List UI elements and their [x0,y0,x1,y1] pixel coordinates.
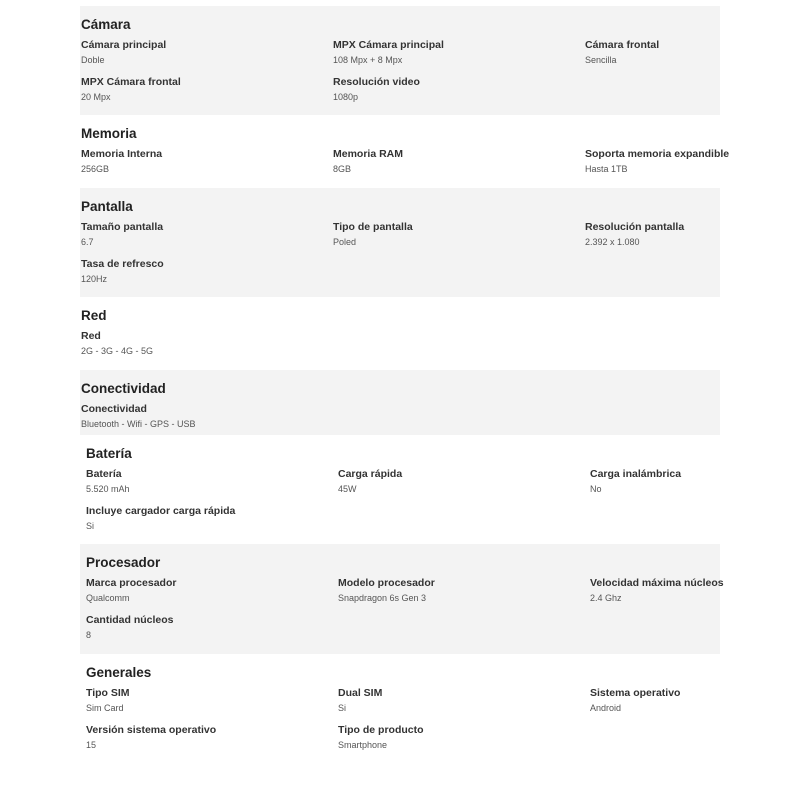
spec-item-camara-frontal [585,38,800,67]
spec-value: 108 Mpx + 8 Mpx [333,55,403,65]
spec-value: Bluetooth - Wifi - GPS - USB [81,419,196,429]
spec-item-version-sistema-operativo [86,723,336,752]
spec-value: 2G - 3G - 4G - 5G [81,346,154,356]
spec-label: Incluye cargador carga rápida [86,505,236,517]
spec-label: Tipo SIM [86,687,130,699]
spec-value: Si [86,521,95,531]
section-title: Generales [86,665,152,680]
section-title: Red [81,308,107,323]
spec-value: Android [590,703,622,713]
spec-item-modelo-procesador [338,576,588,605]
section-title: Memoria [81,126,137,141]
spec-label: Sistema operativo [590,687,681,699]
spec-item-velocidad-maxima-nucleos [590,576,800,605]
spec-label: Dual SIM [338,687,383,699]
spec-value: 120Hz [81,274,108,284]
spec-section-camara [80,6,720,115]
spec-value: Sim Card [86,703,124,713]
spec-value: 15 [86,740,97,750]
spec-value: 6.7 [81,237,94,247]
spec-label: Tamaño pantalla [81,221,164,233]
spec-value: Si [338,703,347,713]
spec-value: 256GB [81,164,110,174]
spec-value: Smartphone [338,740,388,750]
spec-item-tamano-pantalla [81,220,331,249]
spec-value: Sencilla [585,55,617,65]
spec-value: Doble [81,55,105,65]
spec-label: Soporta memoria expandible [585,148,730,160]
spec-label: Marca procesador [86,577,177,589]
spec-item-incluye-cargador-carga-rapida [86,504,336,533]
spec-item-cantidad-nucleos [86,613,336,642]
spec-label: Cámara principal [81,39,167,51]
spec-item-mpx-camara-frontal [81,75,331,104]
spec-label: Tasa de refresco [81,258,164,270]
spec-label: Tipo de pantalla [333,221,413,233]
spec-section-bateria [80,435,720,544]
spec-section-conectividad [80,370,720,435]
spec-item-bateria [86,467,336,496]
spec-item-resolucion-pantalla [585,220,800,249]
spec-value: Snapdragon 6s Gen 3 [338,593,427,603]
spec-label: Red [81,330,101,342]
spec-item-memoria-ram [333,147,583,176]
spec-value: 45W [338,484,357,494]
spec-value: 20 Mpx [81,92,111,102]
spec-item-red [81,329,331,358]
spec-value: Qualcomm [86,593,130,603]
spec-item-conectividad [81,402,331,431]
spec-value: 2.4 Ghz [590,593,622,603]
spec-label: Memoria Interna [81,148,163,160]
spec-section-red [80,297,720,370]
spec-label: Conectividad [81,403,147,415]
spec-value: 2.392 x 1.080 [585,237,640,247]
spec-label: Cámara frontal [585,39,660,51]
section-title: Pantalla [81,199,133,214]
spec-label: Carga inalámbrica [590,468,682,480]
spec-value: 8 [86,630,92,640]
spec-label: Memoria RAM [333,148,404,160]
spec-label: Velocidad máxima núcleos [590,577,724,589]
spec-item-memoria-interna [81,147,331,176]
spec-label: Tipo de producto [338,724,424,736]
spec-section-generales [80,654,720,764]
spec-label: Batería [86,468,122,480]
spec-item-carga-inalambrica [590,467,800,496]
spec-item-marca-procesador [86,576,336,605]
spec-item-tipo-sim [86,686,336,715]
spec-value: Hasta 1TB [585,164,628,174]
spec-label: MPX Cámara frontal [81,76,181,88]
spec-label: Carga rápida [338,468,403,480]
spec-item-camara-principal [81,38,331,67]
spec-value: Poled [333,237,357,247]
section-title: Conectividad [81,381,166,396]
section-title: Procesador [86,555,161,570]
spec-value: 8GB [333,164,352,174]
spec-item-tipo-de-pantalla [333,220,583,249]
section-title: Batería [86,446,132,461]
spec-value: 5.520 mAh [86,484,130,494]
spec-section-memoria [80,115,730,188]
spec-label: Cantidad núcleos [86,614,174,626]
spec-section-pantalla [80,188,720,297]
spec-label: Modelo procesador [338,577,435,589]
spec-value: No [590,484,602,494]
spec-item-tipo-de-producto [338,723,588,752]
spec-item-tasa-de-refresco [81,257,331,286]
spec-item-resolucion-video [333,75,583,104]
spec-item-sistema-operativo [590,686,800,715]
spec-label: Versión sistema operativo [86,724,217,736]
section-title: Cámara [81,17,131,32]
spec-label: Resolución video [333,76,420,88]
spec-item-soporta-memoria-expandible [585,147,800,176]
spec-label: Resolución pantalla [585,221,685,233]
spec-item-dual-sim [338,686,588,715]
spec-item-carga-rapida [338,467,588,496]
spec-value: 1080p [333,92,359,102]
spec-section-procesador [80,544,724,654]
spec-label: MPX Cámara principal [333,39,444,51]
spec-item-mpx-camara-principal [333,38,583,67]
